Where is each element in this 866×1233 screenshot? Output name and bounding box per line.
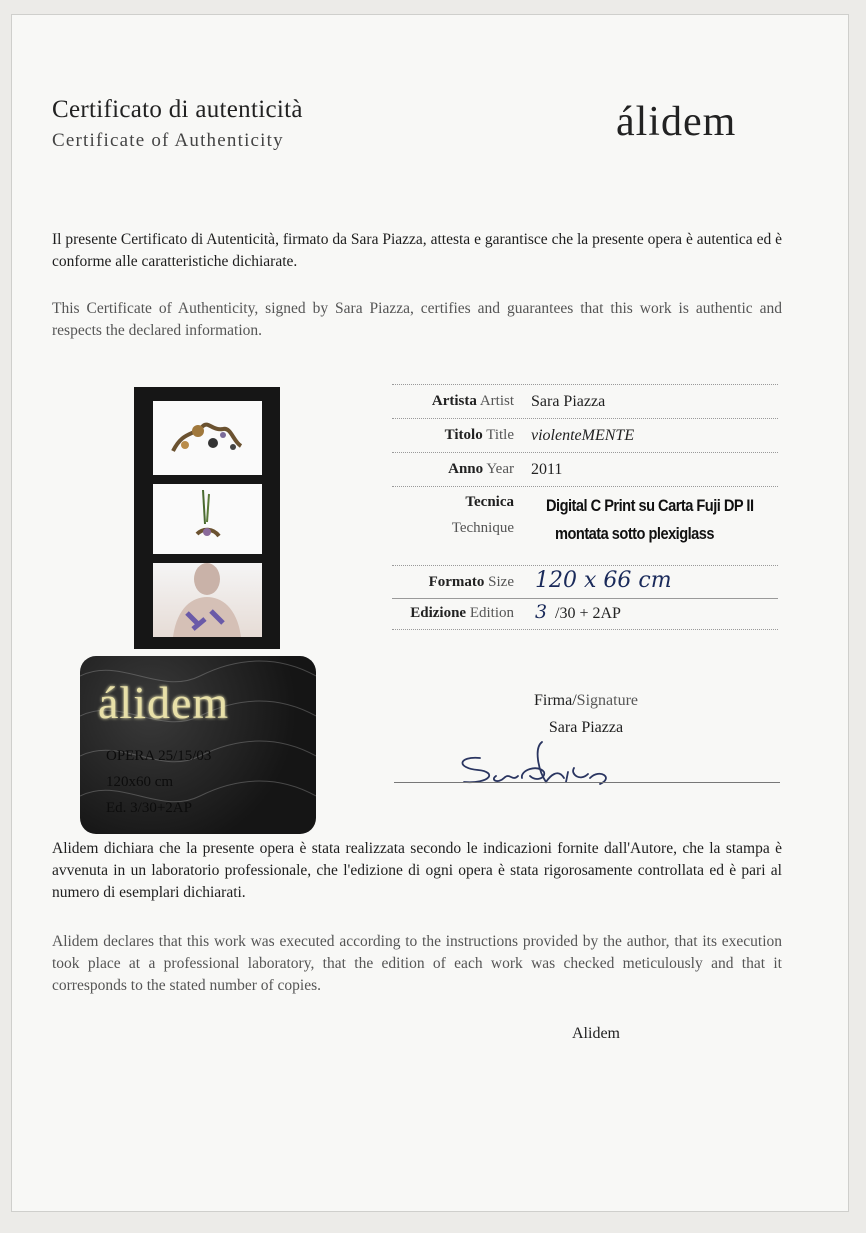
size-label-it: Formato: [428, 574, 485, 590]
hologram-edition: Ed. 3/30+2AP: [106, 800, 192, 816]
row-divider: [392, 418, 778, 419]
title-italian: Certificato di autenticità: [52, 96, 303, 123]
size-label: [429, 574, 514, 591]
artist-label-it: Artista: [431, 393, 477, 409]
intro-italian: Il presente Certificato di Autenticità, firmato da Sara Piazza, attesta e garantisce che la presente opera è autentica ed è conforme alle caratteristiche dichiarate.: [52, 231, 782, 270]
hologram-seal: [80, 656, 316, 834]
title-english: Certificate of Authenticity: [52, 130, 284, 151]
signature-line: [394, 782, 780, 783]
title-value: violenteMENTE: [531, 427, 635, 444]
size-value: 120 x 66 cm: [535, 568, 672, 593]
title-label-en: Title: [486, 427, 514, 443]
table-bottom-rule: [392, 629, 778, 630]
closing-italian: Alidem dichiara che la presente opera è stata realizzata secondo le indicazioni fornite dall'Autore, che la stampa è avvenuta in un laboratorio professionale, che l'edizione di ogni opera è stata rigorosamente controllata ed è pari al numero di esemplari dichiarati.: [52, 840, 782, 901]
artist-label-en: Artist: [479, 393, 514, 409]
signature-label-it: Firma/: [534, 692, 577, 709]
edition-number: 3: [535, 601, 548, 623]
year-label: [448, 461, 514, 478]
artwork-panel-2: [153, 484, 262, 554]
intro-english: This Certificate of Authenticity, signed by Sara Piazza, certifies and guarantees that this work is authentic and respects the declared information.: [52, 300, 782, 339]
title-label-it: Titolo: [444, 427, 483, 443]
handwritten-signature: [450, 738, 620, 794]
title-label: [445, 427, 514, 444]
artwork-panel-1: [153, 401, 262, 475]
year-label-en: Year: [486, 461, 514, 477]
technique-label-it: Tecnica: [465, 494, 514, 510]
closing-english: Alidem declares that this work was executed according to the instructions provided by the author, that its execution took place at a professional laboratory, that the edition of each work was checked meticulously and that it corresponds to the stated number of copies.: [52, 933, 782, 994]
signature-name: Sara Piazza: [548, 719, 624, 736]
row-divider: [392, 565, 778, 566]
hologram-size: 120x60 cm: [106, 774, 174, 790]
artwork-thumbnail: [134, 387, 280, 649]
signature-label-en: Signature: [576, 692, 638, 709]
artist-value: Sara Piazza: [531, 393, 606, 410]
closing-signoff: Alidem: [572, 1025, 620, 1042]
table-top-rule: [392, 384, 778, 385]
artwork-panel-3: [153, 563, 262, 637]
signature-label: [486, 692, 686, 710]
row-divider: [392, 598, 778, 599]
artist-label: [432, 393, 514, 410]
edition-label: [410, 605, 514, 622]
year-value: 2011: [531, 461, 563, 478]
technique-value-line1: Digital C Print su Carta Fuji DP II: [546, 496, 754, 515]
brand-logo: álidem: [616, 99, 737, 145]
edition-label-it: Edizione: [410, 605, 467, 621]
year-label-it: Anno: [448, 461, 484, 477]
edition-value: /30 + 2AP: [555, 605, 621, 622]
row-divider: [392, 486, 778, 487]
edition-label-en: Edition: [469, 605, 514, 621]
hologram-brand: álidem: [98, 677, 230, 728]
technique-value-line2: montata sotto plexiglass: [555, 524, 715, 543]
row-divider: [392, 452, 778, 453]
technique-label-en: Technique: [451, 520, 514, 536]
size-label-en: Size: [488, 574, 514, 590]
hologram-opera: OPERA 25/15/03: [106, 748, 212, 764]
